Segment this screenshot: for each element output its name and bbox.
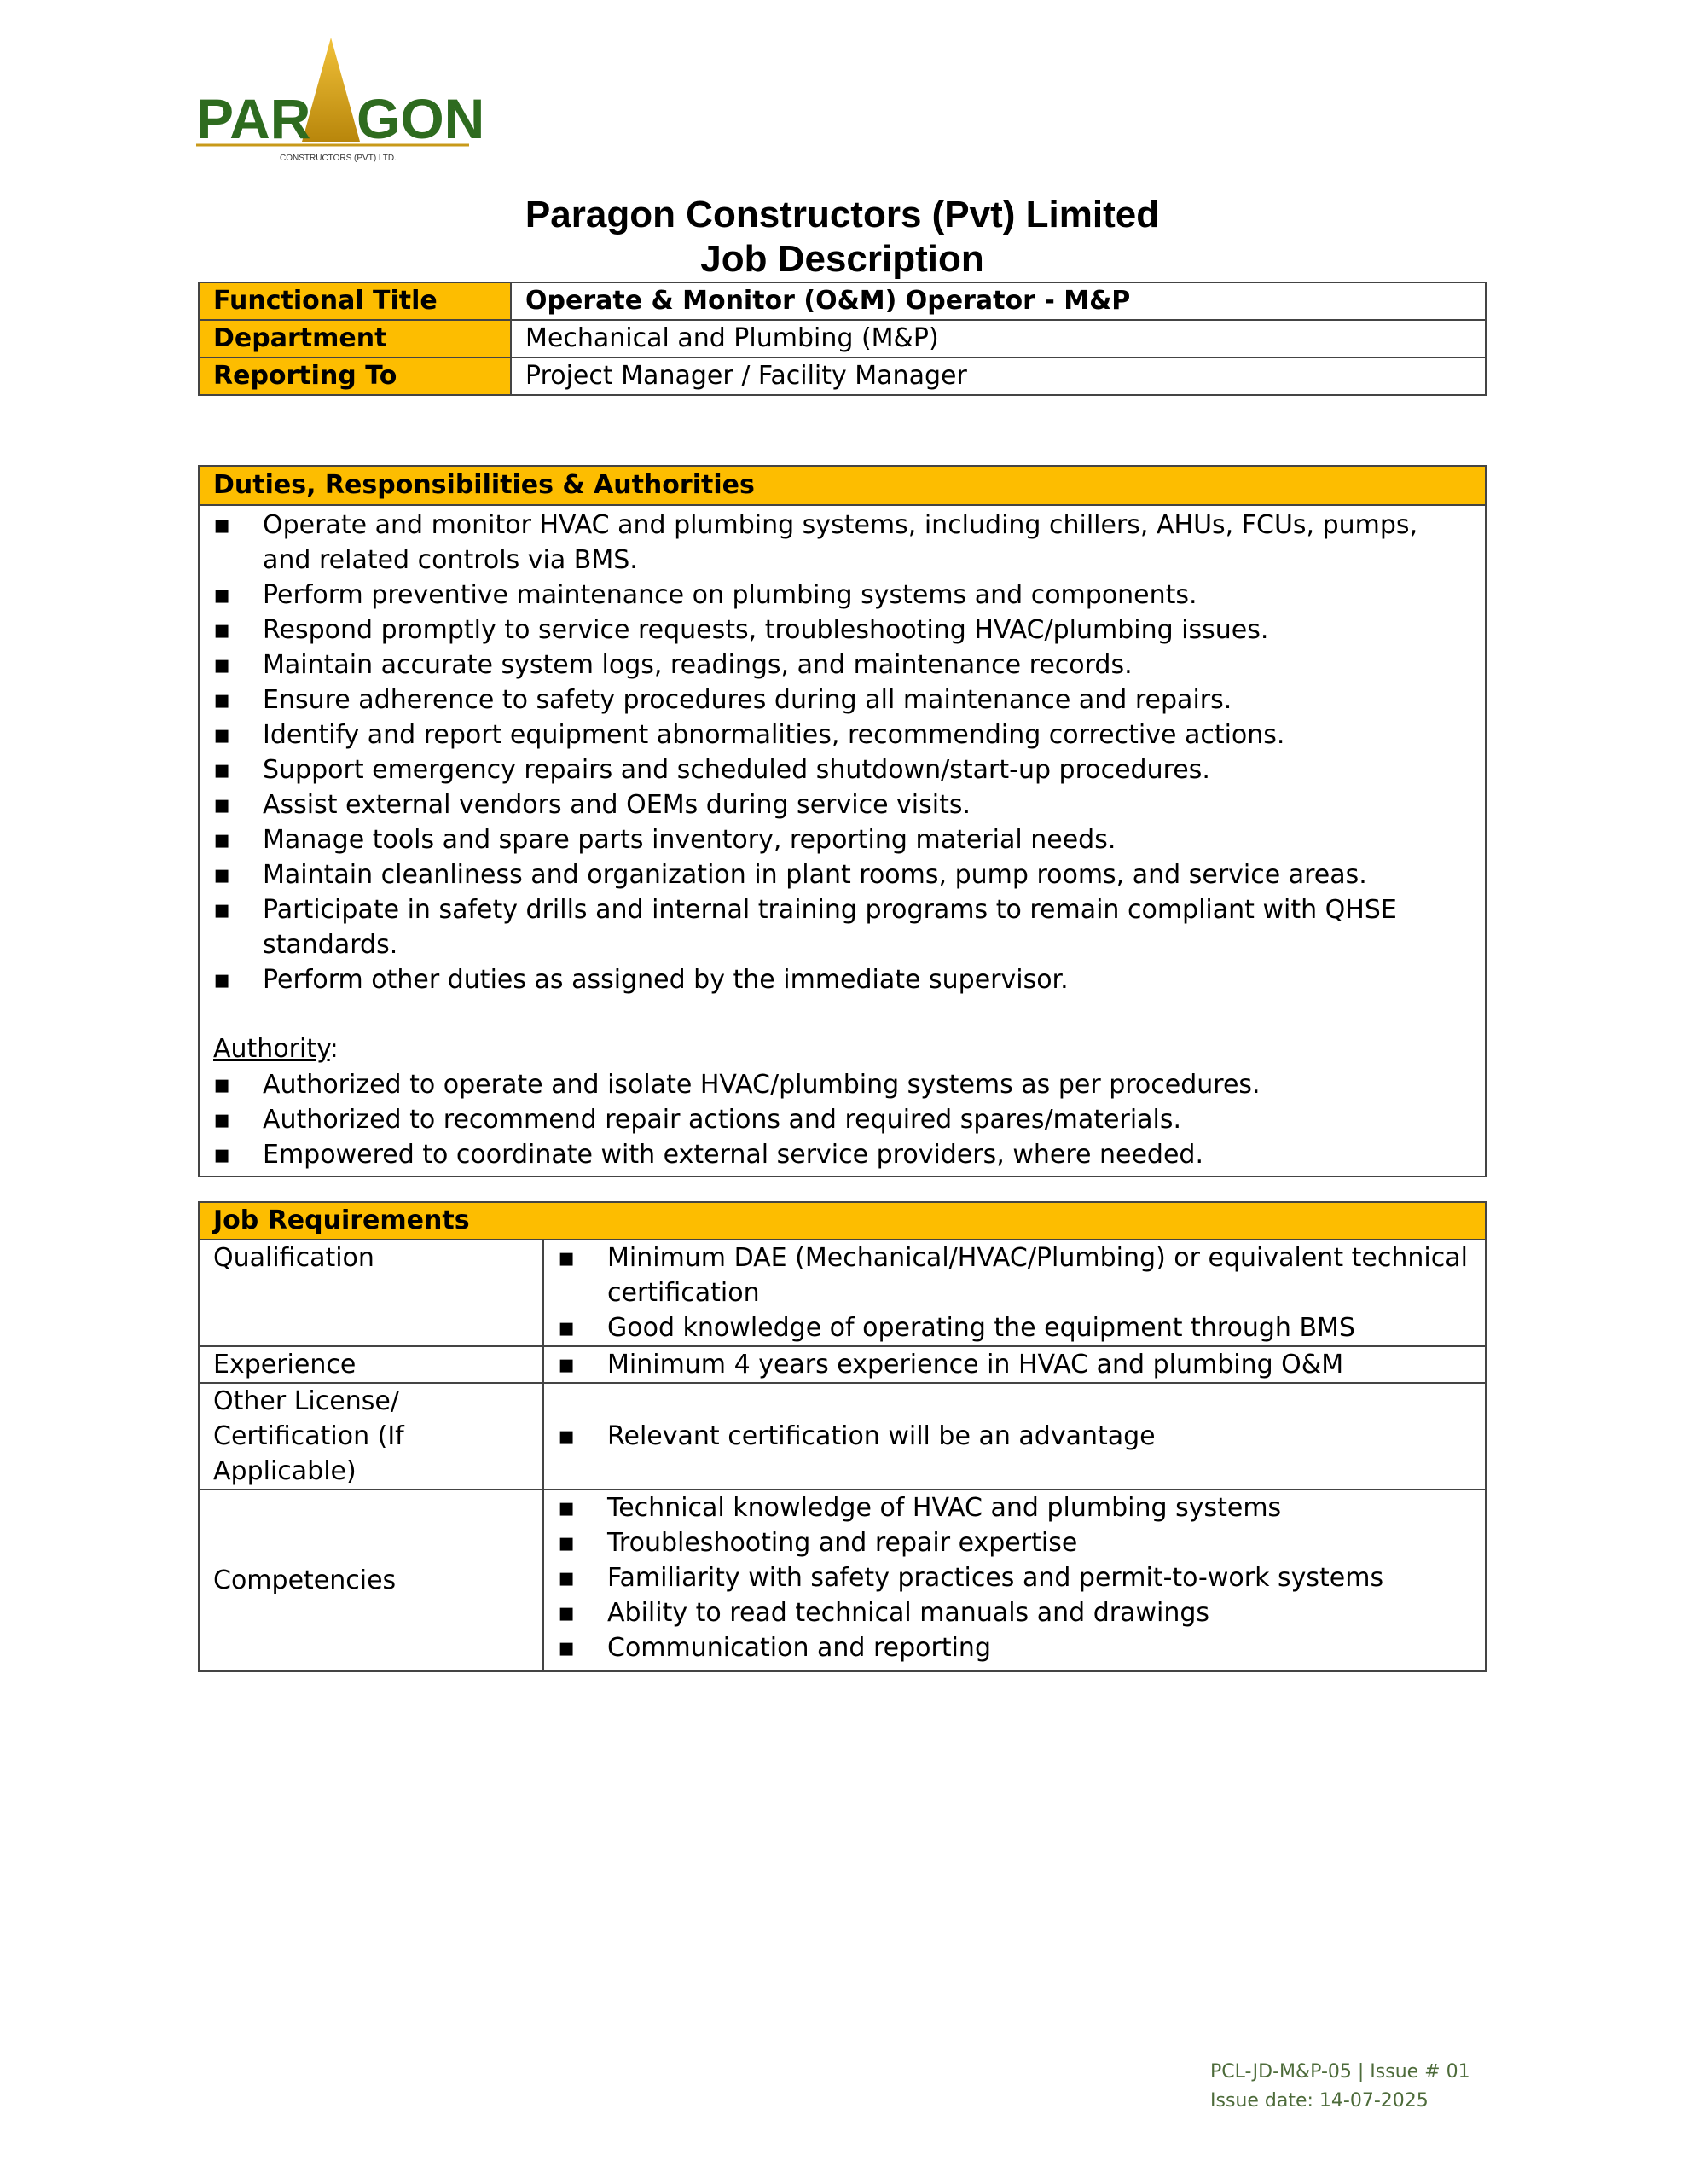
list-item: ▪ Familiarity with safety practices and permit-to-work systems (558, 1560, 1471, 1595)
issue-date: Issue date: 14-07-2025 (1210, 2090, 1429, 2111)
list-item: ▪ Good knowledge of operating the equipment through BMS (558, 1310, 1471, 1345)
list-item: ▪ Maintain accurate system logs, readings, and maintenance records. (213, 648, 1471, 682)
logo-tagline: CONSTRUCTORS (PVT) LTD. (280, 154, 397, 163)
table-row (199, 282, 1486, 320)
list-item: ▪ Minimum DAE (Mechanical/HVAC/Plumbing) or equivalent technical certification (558, 1240, 1471, 1310)
duties-table (198, 465, 1487, 1177)
list-item: ▪ Authorized to recommend repair actions and required spares/materials. (213, 1102, 1471, 1137)
list-item: ▪ Ensure adherence to safety procedures during all maintenance and repairs. (213, 682, 1471, 717)
table-row (199, 1490, 1486, 1671)
document-code: PCL-JD-M&P-05 | Issue # 01 (1210, 2061, 1470, 2082)
department-label: Department (199, 320, 511, 357)
duties-body (199, 505, 1486, 1176)
list-item: ▪ Communication and reporting (558, 1630, 1471, 1665)
paragon-logo-graphic (194, 32, 484, 169)
table-row (199, 1346, 1486, 1383)
qualification-label: Qualification (199, 1240, 543, 1346)
list-item: ▪ Perform preventive maintenance on plumbing systems and components. (213, 578, 1471, 613)
table-row (199, 320, 1486, 357)
competencies-cell (543, 1490, 1486, 1671)
list-item: ▪ Identify and report equipment abnormalities, recommending corrective actions. (213, 717, 1471, 752)
qualification-cell (543, 1240, 1486, 1346)
reporting-to-label: Reporting To (199, 357, 511, 395)
document-title: Job Description (700, 238, 984, 280)
list-item: ▪ Respond promptly to service requests, troubleshooting HVAC/plumbing issues. (213, 613, 1471, 648)
department-value: Mechanical and Plumbing (M&P) (511, 320, 1486, 357)
license-cell (543, 1383, 1486, 1490)
list-item: ▪ Ability to read technical manuals and drawings (558, 1595, 1471, 1630)
company-logo (194, 32, 484, 169)
authority-heading: Authority (213, 1034, 330, 1064)
list-item: ▪ Support emergency repairs and scheduled shutdown/start-up procedures. (213, 752, 1471, 787)
list-item: ▪ Manage tools and spare parts inventory, reporting material needs. (213, 822, 1471, 857)
duties-list (213, 508, 1471, 997)
reporting-to-value: Project Manager / Facility Manager (511, 357, 1486, 395)
list-item: ▪ Assist external vendors and OEMs during service visits. (213, 787, 1471, 822)
document-footer (1210, 2058, 1470, 2116)
document-header (198, 193, 1487, 282)
logo-wordmark-right: GON (357, 87, 484, 150)
job-requirements-table (198, 1201, 1487, 1672)
license-label: Other License/ Certification (If Applicable) (199, 1383, 543, 1490)
table-row (199, 1383, 1486, 1490)
competencies-label: Competencies (199, 1490, 543, 1671)
list-item: ▪ Operate and monitor HVAC and plumbing systems, including chillers, AHUs, FCUs, pumps, and related controls via BMS. (213, 508, 1471, 578)
functional-title-value: Operate & Monitor (O&M) Operator - M&P (511, 282, 1486, 320)
list-item: ▪ Participate in safety drills and internal training programs to remain compliant with QHSE standards. (213, 892, 1471, 962)
list-item: ▪ Minimum 4 years experience in HVAC and plumbing O&M (558, 1347, 1471, 1382)
list-item: ▪ Authorized to operate and isolate HVAC/plumbing systems as per procedures. (213, 1067, 1471, 1102)
logo-wordmark-left: PAR (196, 87, 311, 150)
functional-title-label: Functional Title (199, 282, 511, 320)
experience-label: Experience (199, 1346, 543, 1383)
job-info-table (198, 282, 1487, 396)
table-row (199, 1240, 1486, 1346)
duties-heading: Duties, Responsibilities & Authorities (199, 466, 1486, 505)
list-item: ▪ Relevant certification will be an advantage (558, 1419, 1471, 1454)
list-item: ▪ Maintain cleanliness and organization in plant rooms, pump rooms, and service areas. (213, 857, 1471, 892)
table-row (199, 357, 1486, 395)
list-item: ▪ Perform other duties as assigned by the immediate supervisor. (213, 962, 1471, 997)
authority-list (213, 1067, 1471, 1172)
requirements-heading: Job Requirements (199, 1202, 1486, 1240)
list-item: ▪ Technical knowledge of HVAC and plumbing systems (558, 1490, 1471, 1525)
list-item: ▪ Empowered to coordinate with external service providers, where needed. (213, 1137, 1471, 1172)
company-name: Paragon Constructors (Pvt) Limited (525, 194, 1160, 235)
experience-cell (543, 1346, 1486, 1383)
authority-heading-row: Authority: (213, 1034, 339, 1064)
list-item: ▪ Troubleshooting and repair expertise (558, 1525, 1471, 1560)
